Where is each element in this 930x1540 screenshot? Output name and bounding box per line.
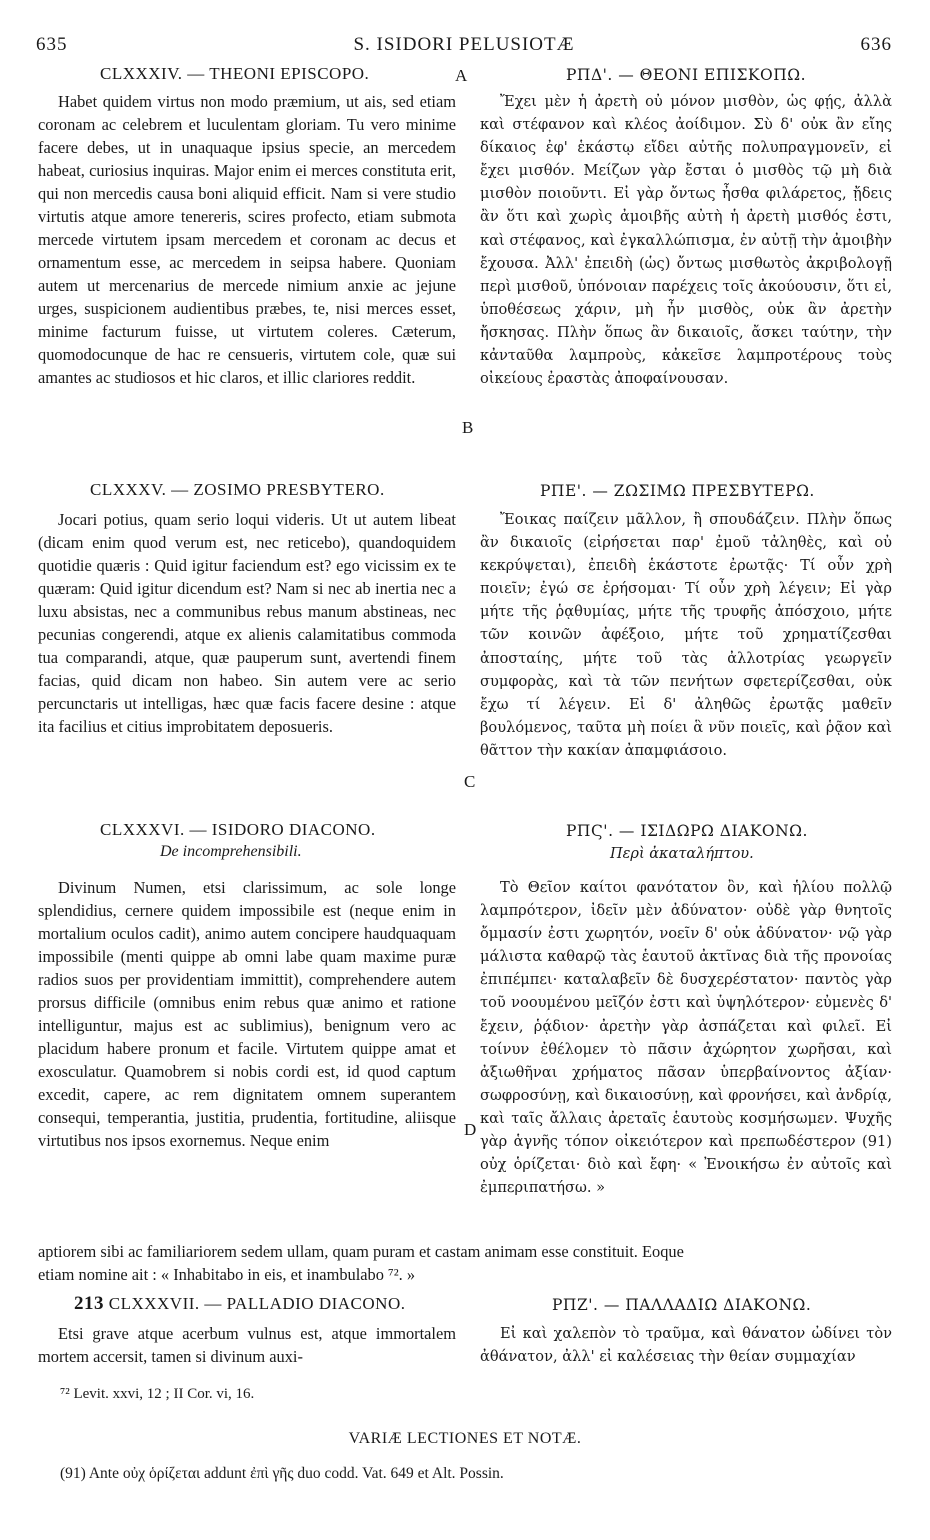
letter-187-latin-text: [38, 1322, 456, 1372]
notes-line: (91) Ante οὐχ ὁρίζεται addunt ἐπὶ γῆς duo codd. Vat. 649 et Alt. Possin.: [60, 1465, 504, 1482]
letter-187-greek-heading: ΡΠΖ'. — ΠΑΛΛΑΔΙΩ ΔΙΑΚΟΝΩ.: [552, 1296, 812, 1314]
running-head: [36, 34, 892, 60]
right-page-number: 636: [860, 34, 892, 55]
running-title: S. ISIDORI PELUSIOTÆ: [353, 34, 575, 55]
paragraph: Jocari potius, quam serio loqui videris. Ut ut autem libeat (dicam enim quod verum est, nec reticebo), quandoquidem quotidie quæris : Quid igitur faciendum est? ego vicissim ex te quæram: Quid igitur dicendum est? Nam si nec ab inertia nec a luxu absistas, nec a communibus rebus manum abstineas, nec pecunias congerendi, atque ex alienis calamitatibus commoda tua comparandi, atque, quæ pauperum sunt, avertendi finem facias, quid dicam non habeo. Sin autem vere ac serio percunctaris ut intelligas, hæc quæ facis facere desine : atque ita facilius et citius improbitatem deposueris.: [38, 510, 456, 736]
paragraph: Τὸ Θεῖον καίτοι φανότατον ὂν, καὶ ἡλίου πολλῷ λαμπρότερον, ἰδεῖν μὲν ἀδύνατον· οὐδὲ γὰρ θνητοῖς ὄμμασίν ἐστι χωρητόν, νοεῖν δ' οὐκ ἀδύνατον· νῷ γὰρ μάλιστα καθαρῷ τὰς ἑαυτοῦ ἀκτῖνας διὰ τῆς προνοίας ἐπιπέμπει· καταλαβεῖν δὲ δυσχερέστατον· παντὸς γὰρ τοῦ νοουμένου μεῖζόν ἐστι καὶ ὑψηλότερον· εὐμενὲς δ' ἔχειν, ῥᾴδιον· ἀρετὴν γὰρ ἀσπάζεται καὶ φιλεῖ. Εἰ τοίνυν ἐθέλομεν τὸ πᾶσιν ἀχώρητον χωρῆσαι, καὶ ἀξιωθῆναι χρήματος πᾶσαν ὑπερβαίνοντος ἀξίαν· σωφροσύνῃ, καὶ δικαιοσύνῃ, καὶ φρονήσει, καὶ ἀνδρίᾳ, καὶ ταῖς ἄλλαις ἀρεταῖς ἑαυτοὺς κοσμήσωμεν. Ψυχῆς γὰρ ἁγνῆς τόπον οἰκειότερον καὶ πρεπωδέστερον (91) οὐχ ὁρίζεται· διὸ καὶ ἔφη· « Ἐνοικήσω ἐν αὐτοῖς καὶ ἐμπεριπατήσω. »: [480, 879, 892, 1197]
letter-186-latin-subtitle: De incomprehensibili.: [160, 843, 302, 860]
heading-text: CLXXXVII. — PALLADIO DIACONO.: [108, 1294, 406, 1313]
letter-185-greek-text: [480, 508, 892, 768]
full-width-line: aptiorem sibi ac familiariorem sedem ullam, quam puram et castam animam esse constituit. Eoque: [38, 1242, 684, 1261]
letter-186-latin-heading: CLXXXVI. — ISIDORO DIACONO.: [100, 820, 376, 839]
paragraph: Etsi grave atque acerbum vulnus est, atque immortalem mortem accersit, tamen si divinum auxi-: [38, 1324, 456, 1366]
paragraph: Habet quidem virtus non modo præmium, ut ais, sed etiam coronam ac celebrem et luculentam gloriam. Tu vero minime facere debes, ut in unaquaque ipsius specie, an mercedem habeat, curiosius inquiras. Major enim ei merces constituta erit, qui non mercedis causa boni aliquid efficit. Nam si vere studio virtutis atque amore tenereris, scires profecto, etiam submota mercede virtutem ipsam mercedem et coronam ac decus et ornamentum esse, ac mercedem in seipsa habere. Quoniam autem ut mercenarius de mercede nimium anxie ac jejune urges, suspicionem audientibus præbes, te, nisi merces esset, minime facturum fuisse, ut virtutem coleres. Cæterum, quomodocunque de hac re censueris, virtutem cole, quæ sui amantes ac studiosos et hic claros, et illic clariores reddit.: [38, 92, 456, 387]
full-width-line: etiam nomine ait : « Inhabitabo in eis, et inambulabo ⁷². »: [38, 1265, 416, 1284]
letter-185-latin-heading: CLXXXV. — ZOSIMO PRESBYTERO.: [90, 480, 385, 499]
letter-187-greek-text: [480, 1322, 892, 1372]
margin-marker-b: B: [462, 418, 474, 437]
column-number: 213: [74, 1293, 104, 1314]
letter-186-greek-subtitle: Περὶ ἀκαταλήπτου.: [610, 846, 754, 862]
letter-184-latin-heading: CLXXXIV. — THEONI EPISCOPO.: [100, 64, 370, 83]
paragraph: Divinum Numen, etsi clarissimum, ac sole longe splendidius, cernere quidem impossibile est (neque enim in mortalium oculos cadit), animo autem concipere haudquaquam impossibile (menti quippe ab omni labe quam maxime puræ radios suos per providentiam immittit), comprehendere autem prorsus difficile (omnibus enim rebus quæ animo et ratione intelliguntur, majus est ac sublimius), benignum vero ac placidum habere pronum et facile. Virtutem quippe amat et exosculatur. Quamobrem si nobis cordi est, id quod captum excedit, capere, ac rem dignitatem omnem superantem consequi, temperantia, justitia, prudentia, fortitudine, aliisque virtutibus nos ipsos exornemus. Neque enim: [38, 878, 456, 1150]
paragraph: Εἰ καὶ χαλεπὸν τὸ τραῦμα, καὶ θάνατον ὠδίνει τὸν ἀθάνατον, ἀλλ' εἰ καλέσειας τὴν θείαν συμμαχίαν: [480, 1325, 892, 1366]
margin-marker-d: D: [464, 1120, 477, 1139]
letter-184-greek-heading: ΡΠΔ'. — ΘΕΟΝΙ ΕΠΙΣΚΟΠΩ.: [566, 66, 807, 84]
letter-187-latin-heading: [74, 1293, 405, 1315]
notes-heading: VARIÆ LECTIONES ET NOTÆ.: [348, 1430, 582, 1447]
letter-185-latin-text: [38, 508, 456, 813]
letter-184-latin-text: [38, 90, 456, 475]
paragraph: Ἔοικας παίζειν μᾶλλον, ἢ σπουδάζειν. Πλὴν ὅπως ἂν δικαιοῖς (εἰρήσεται παρ' ἐμοῦ τἀληθὲς, καὶ οὐ κεκρύψεται), ἐπειδὴ ἑκάστοτε ἐρωτᾷς· Τί οὖν χρὴ ποιεῖν; ἐγώ σε ἐρήσομαι· Τί οὖν χρὴ λέγειν; Εἰ γὰρ μήτε τῆς ῥᾳθυμίας, μήτε τῆς τρυφῆς ἀπόσχοιο, μήτε τῶν κοινῶν ἀφέξοιο, μήτε τοῦ χρηματίζεσθαι ἀποσταίης, μήτε τοῦ τὰς ἀλλοτρίας γεωργεῖν συμφορὰς, καὶ τὰ τῶν πενήτων σφετερίζεσθαι, οὐκ ἔχω τί λέγειν. Εἰ δ' ἀληθῶς ἐρωτᾷς μαθεῖν βουλόμενος, ταῦτα μὴ ποίει ἃ νῦν ποιεῖς, καὶ ῥᾷον καὶ θᾶττον τὴν κακίαν ἀπαμφιάσοιο.: [480, 511, 892, 759]
letter-185-greek-heading: ΡΠΕ'. — ΖΩΣΙΜΩ ΠΡΕΣΒΥΤΕΡΩ.: [540, 482, 815, 500]
letter-184-greek-text: [480, 90, 892, 390]
letter-186-latin-text: [38, 876, 456, 1238]
paragraph: Ἔχει μὲν ἡ ἀρετὴ οὐ μόνον μισθὸν, ὡς φῄς, ἀλλὰ καὶ στέφανον καὶ κλέος ἀοίδιμον. Σὺ δ' οὐκ ἂν εἴης δίκαιος ἐφ' ἑκάστῳ εἴδει αὐτῆς πολυπραγμονεῖν, εἰ ἔχει μισθόν. Μείζων γὰρ ἔσται ὁ μισθὸς τῷ μὴ διὰ μισθὸν ποιοῦντι. Εἰ γὰρ ὄντως ἦσθα φιλάρετος, ᾔδεις ἂν ὅτι καὶ χωρὶς ἀμοιβῆς αὐτὴ ἡ ἀρετὴ μισθός ἐστι, καὶ στέφανος, καὶ ἐγκαλλώπισμα, ἐν αὐτῇ τὴν ἀμοιβὴν ἔχουσα. Ἀλλ' ἐπειδὴ (ὡς) ὄντως μισθωτὸς ἀκριβολογῇ περὶ μισθοῦ, ὑπόνοιαν παρέχεις τοῖς ἀκούουσιν, ὅτι εἰ, ὑποθέσεως χάριν, μὴ ἦν μισθὸς, οὐκ ἂν ἀρετὴν ἤσκησας. Πλὴν ὅπως ἂν δικαιοῖς, ἄσκει ταύτην, τὴν κἀνταῦθα λαμπροὺς, κἀκεῖσε λαμπροτέρους τοὺς οἰκείους ἐραστὰς ἀποφαίνουσαν.: [480, 93, 892, 388]
footnote: ⁷² Levit. xxvi, 12 ; II Cor. vi, 16.: [60, 1386, 255, 1402]
margin-marker-c: C: [464, 772, 476, 791]
margin-marker-a: A: [455, 66, 468, 85]
letter-186-greek-text: [480, 876, 892, 1238]
left-page-number: 635: [36, 34, 68, 55]
letter-186-greek-heading: ΡΠϚ'. — ΙΣΙΔΩΡΩ ΔΙΑΚΟΝΩ.: [566, 822, 808, 840]
